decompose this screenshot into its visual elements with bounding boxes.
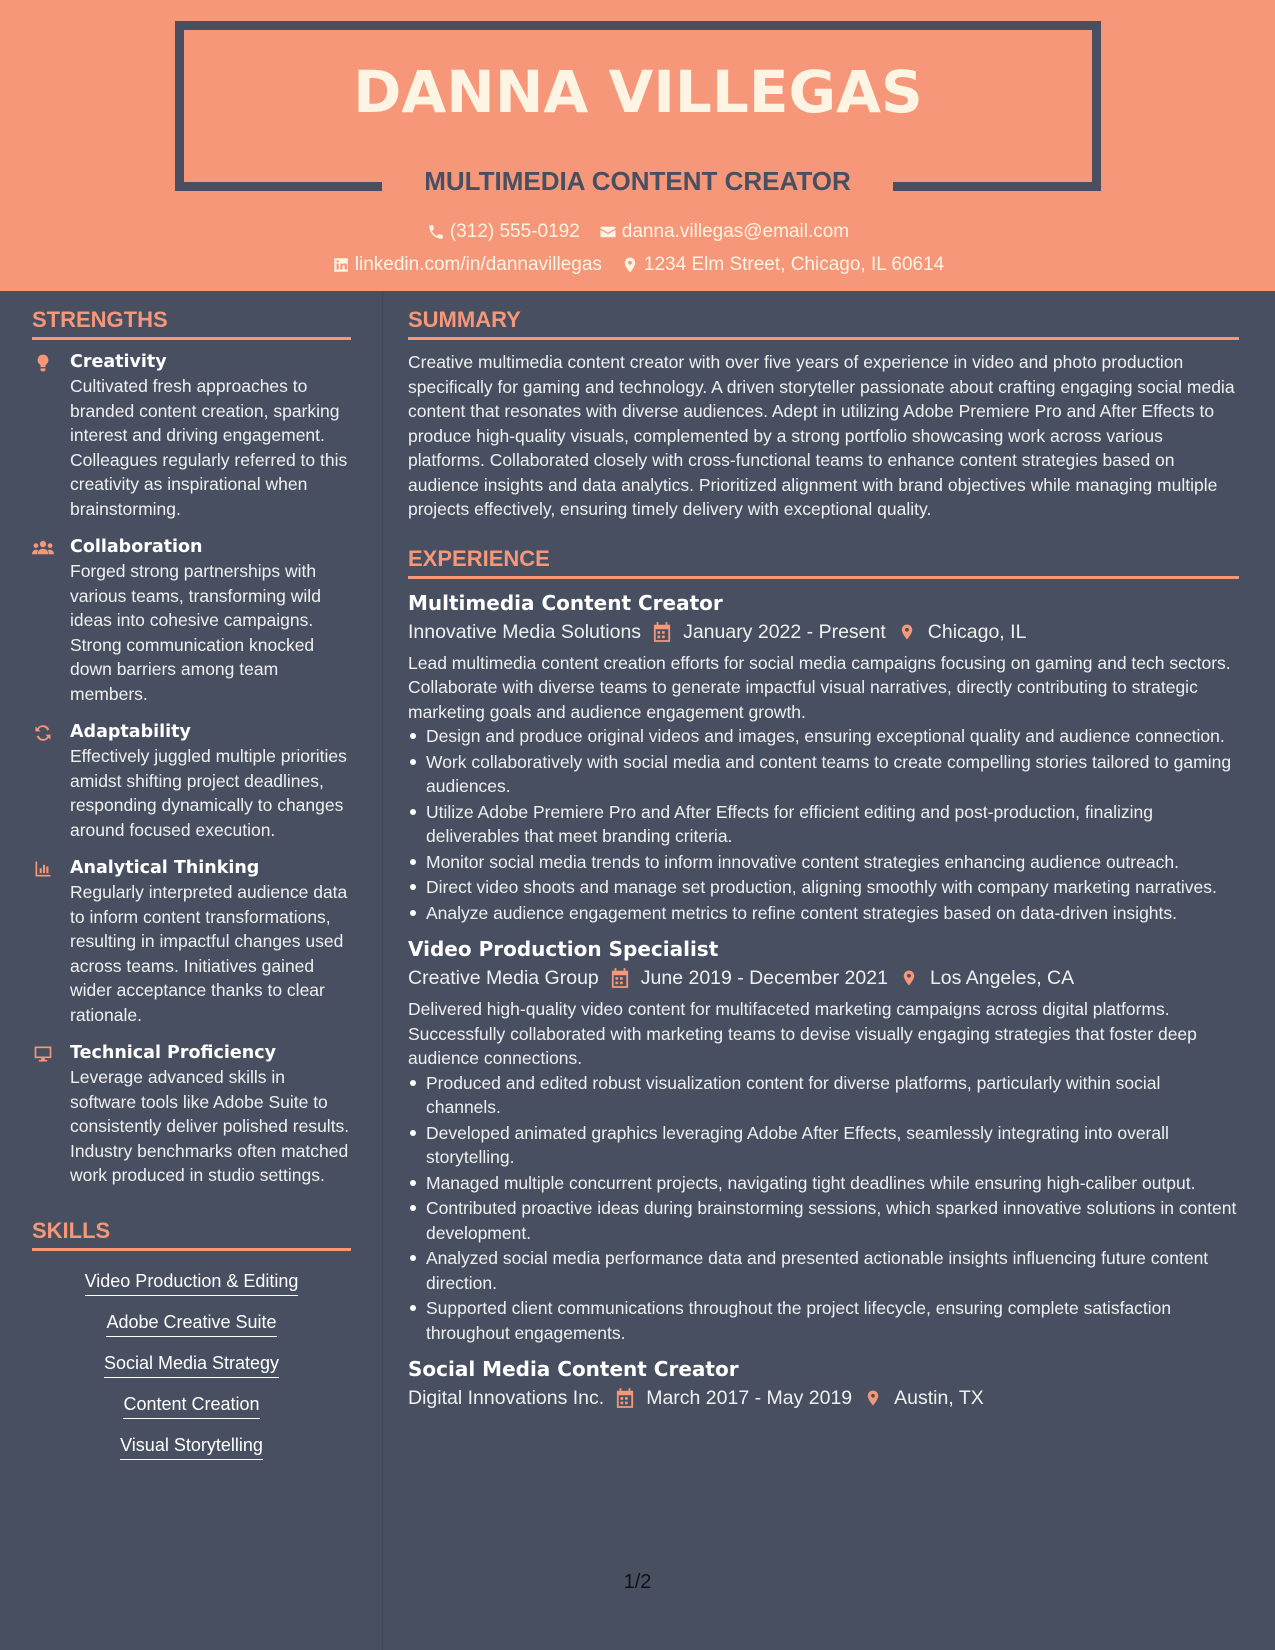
candidate-name: DANNA VILLEGAS <box>353 58 923 126</box>
email-text[interactable]: danna.villegas@email.com <box>621 221 850 242</box>
job-dates: January 2022 - Present <box>683 620 886 643</box>
strength-item <box>32 350 351 521</box>
strength-text: Forged strong partnerships with various teams, transforming wild ideas into cohesive campaigns. Strong communication knocked down barriers among team members. <box>70 561 321 704</box>
job-meta <box>408 963 1239 993</box>
calendar-icon <box>653 622 673 642</box>
job-description: Delivered high-quality video content for multifaceted marketing campaigns across digital platforms. Successfully collaborated with marketing teams to devise visually engaging strategies that foster deep audience connections. <box>408 999 1197 1068</box>
contact-row-2 <box>0 254 1275 276</box>
candidate-title: MULTIMEDIA CONTENT CREATOR <box>424 166 851 196</box>
skills-heading: SKILLS <box>32 1202 351 1251</box>
desktop-icon <box>32 1041 70 1188</box>
job-entry <box>408 935 1239 1345</box>
map-pin-icon <box>900 968 920 988</box>
address-text: 1234 Elm Street, Chicago, IL 60614 <box>643 254 945 275</box>
strength-text: Effectively juggled multiple priorities amidst shifting project deadlines, responding dynamically to changes around focused execution. <box>70 746 347 840</box>
list-item: Monitor social media trends to inform innovative content strategies enhancing audience outreach. <box>408 850 1239 875</box>
job-company: Digital Innovations Inc. <box>408 1387 605 1409</box>
job-description: Lead multimedia content creation efforts for social media campaigns focusing on gaming and tech sectors. Collaborate with diverse teams to generate impactful visual narratives, directly contributing to strategic marketing goals and audience engagement growth. <box>408 652 1231 722</box>
column-divider <box>382 291 383 1650</box>
job-bullets <box>408 1071 1239 1346</box>
phone-text[interactable]: (312) 555-0192 <box>449 221 580 242</box>
job-role: Video Production Specialist <box>408 937 719 961</box>
skill-item: Social Media Strategy <box>32 1351 351 1378</box>
page-number: 1/2 <box>623 1571 652 1593</box>
strength-text: Regularly interpreted audience data to inform content transformations, resulting in impactful changes used across teams. Initiatives gained wider acceptance thanks to clear rationale. <box>70 882 348 1025</box>
job-meta <box>408 617 1239 647</box>
list-item: Analyze audience engagement metrics to refine content strategies based on data-driven insights. <box>408 901 1239 926</box>
calendar-icon <box>611 968 631 988</box>
list-item: Developed animated graphics leveraging Adobe After Effects, seamlessly integrating into overall storytelling. <box>408 1121 1239 1170</box>
skill-item: Visual Storytelling <box>32 1433 351 1460</box>
contact-phone <box>426 221 580 243</box>
refresh-icon <box>32 720 70 842</box>
map-pin-icon <box>864 1388 884 1408</box>
job-bullets <box>408 724 1239 925</box>
linkedin-icon <box>331 255 351 275</box>
lightbulb-icon <box>32 350 70 521</box>
strength-title: Analytical Thinking <box>70 858 260 878</box>
list-item: Analyzed social media performance data and presented actionable insights influencing future content direction. <box>408 1246 1239 1295</box>
strength-title: Adaptability <box>70 722 191 742</box>
job-role: Multimedia Content Creator <box>408 590 723 615</box>
list-item: Produced and edited robust visualization content for diverse platforms, particularly within social channels. <box>408 1071 1239 1120</box>
list-item: Supported client communications throughout the project lifecycle, ensuring complete satisfaction throughout engagements. <box>408 1296 1239 1345</box>
calendar-icon <box>616 1388 636 1408</box>
list-item: Work collaboratively with social media and content teams to create compelling stories tailored to gaming audiences. <box>408 750 1239 799</box>
job-dates: March 2017 - May 2019 <box>646 1387 853 1409</box>
strength-title: Technical Proficiency <box>70 1043 276 1063</box>
header-frame-bottom-right <box>893 182 1101 191</box>
bar-chart-icon <box>32 856 70 1027</box>
list-item: Managed multiple concurrent projects, navigating tight deadlines while ensuring high-caliber output. <box>408 1171 1239 1196</box>
resume-header <box>0 0 1275 291</box>
skill-item: Adobe Creative Suite <box>32 1310 351 1337</box>
job-dates: June 2019 - December 2021 <box>640 967 888 989</box>
strength-text: Leverage advanced skills in software tools like Adobe Suite to consistently deliver polished results. Industry benchmarks often matched work produced in studio settings. <box>70 1067 350 1185</box>
list-item: Design and produce original videos and images, ensuring exceptional quality and audience connection. <box>408 724 1239 749</box>
job-location: Chicago, IL <box>927 620 1027 643</box>
job-location: Los Angeles, CA <box>929 967 1075 989</box>
map-pin-icon <box>620 255 640 275</box>
linkedin-text[interactable]: linkedin.com/in/dannavillegas <box>354 254 602 275</box>
phone-icon <box>426 222 446 242</box>
strength-item <box>32 535 351 706</box>
experience-heading: EXPERIENCE <box>408 530 1239 579</box>
strength-item <box>32 720 351 842</box>
skill-item: Video Production & Editing <box>32 1269 351 1296</box>
envelope-icon <box>598 222 618 242</box>
job-company: Creative Media Group <box>408 967 599 989</box>
list-item: Utilize Adobe Premiere Pro and After Effects for efficient editing and post-production, finalizing deliverables that meet branding criteria. <box>408 800 1239 849</box>
strength-item <box>32 856 351 1027</box>
map-pin-icon <box>898 622 918 642</box>
users-icon <box>32 535 70 706</box>
right-column <box>408 291 1239 1423</box>
strength-title: Creativity <box>70 352 167 372</box>
left-column <box>32 291 351 1474</box>
contact-row-1 <box>0 221 1275 243</box>
summary-heading: SUMMARY <box>408 291 1239 340</box>
strength-item <box>32 1041 351 1188</box>
skills-list <box>32 1261 351 1460</box>
contact-address <box>620 254 944 276</box>
contact-linkedin <box>331 254 602 276</box>
header-frame-bottom-left <box>175 182 382 191</box>
job-location: Austin, TX <box>894 1387 984 1409</box>
job-entry <box>408 1355 1239 1413</box>
job-company: Innovative Media Solutions <box>408 620 642 643</box>
job-meta <box>408 1383 1239 1413</box>
list-item: Contributed proactive ideas during brainstorming sessions, which sparked innovative solutions in content development. <box>408 1196 1239 1245</box>
strengths-heading: STRENGTHS <box>32 291 351 340</box>
job-role: Social Media Content Creator <box>408 1357 739 1381</box>
strength-title: Collaboration <box>70 537 203 557</box>
job-entry <box>408 589 1239 926</box>
summary-text: Creative multimedia content creator with over five years of experience in video and photo production specifically for gaming and technology. A driven storyteller passionate about crafting engaging social media content that resonates with diverse audiences. Adept in utilizing Adobe Premiere Pro and After Effects to produce high-quality visuals, complemented by a strong portfolio showcasing work across various platforms. Collaborated closely with cross-functional teams to enhance content strategies based on audience insights and data analytics. Prioritized alignment with brand objectives while managing multiple projects effectively, ensuring timely delivery with exceptional quality. <box>408 352 1235 519</box>
strength-text: Cultivated fresh approaches to branded content creation, sparking interest and driving engagement. Colleagues regularly referred to this creativity as inspirational when brainstorming. <box>70 376 348 519</box>
skill-item: Content Creation <box>32 1392 351 1419</box>
list-item: Direct video shoots and manage set production, aligning smoothly with company marketing narratives. <box>408 875 1239 900</box>
contact-email <box>598 221 849 243</box>
